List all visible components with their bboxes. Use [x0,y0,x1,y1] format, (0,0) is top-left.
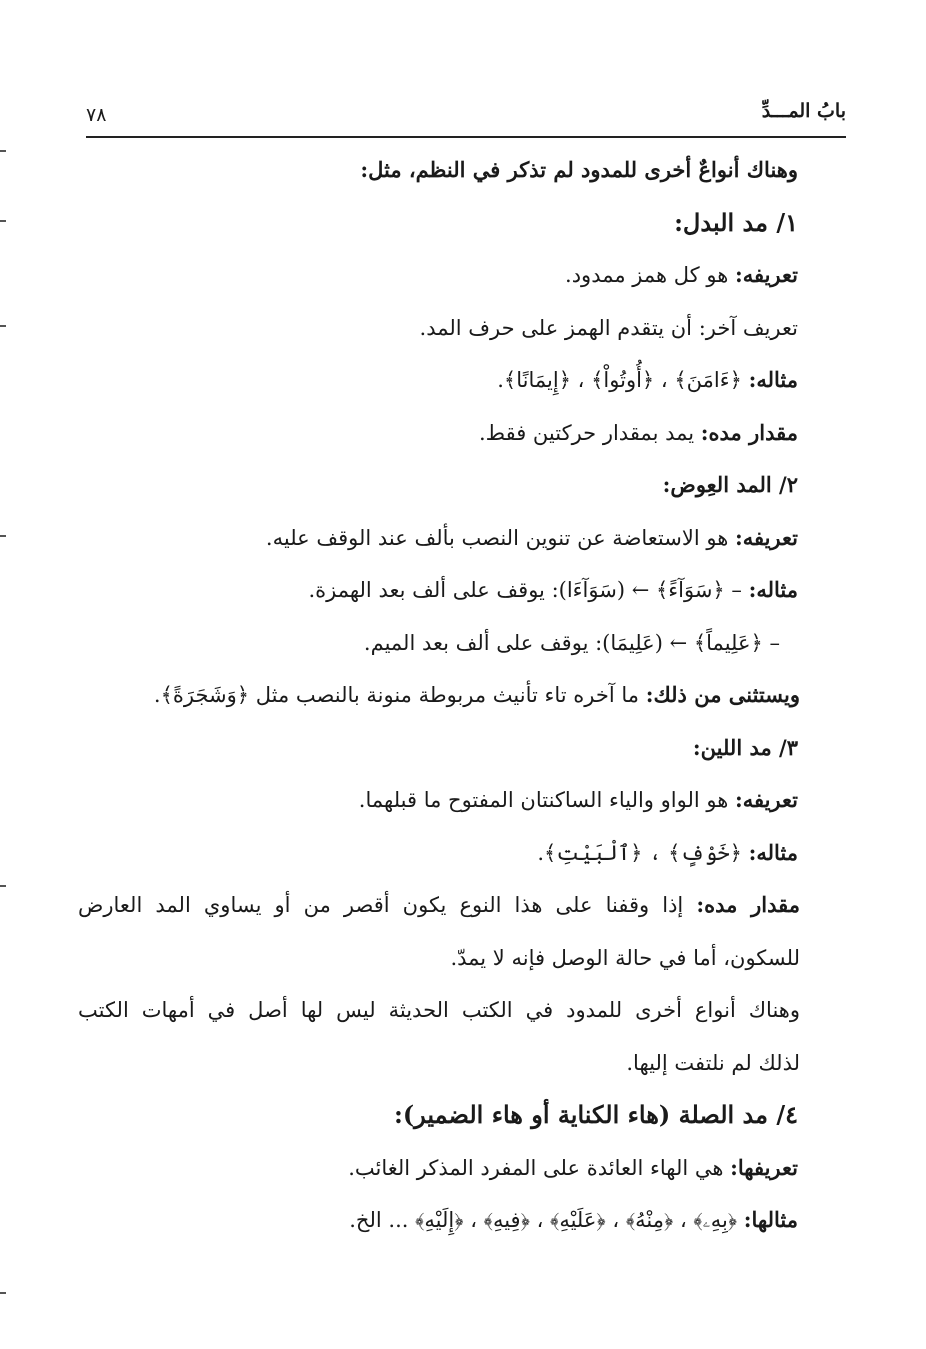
line-text: وهناك أنواعٌ أخرى للمدود لم تذكر في النظم، مثل: [360,157,798,182]
line-text: ٢/ المد العِوض: [662,472,798,497]
term-label: مثاله: [748,839,798,865]
line-text: هو كل همز ممدود. [565,263,735,287]
text-line [78,669,800,722]
term-label: مثاله: [748,577,798,602]
text-line [78,1142,798,1195]
term-label: مثالها: [743,1207,798,1232]
text-line [78,1037,800,1090]
text-line [78,932,800,985]
line-text: هو الاستعاضة عن تنوين النصب بألف عند الوقف عليه. [265,525,735,550]
scan-edge-mark [0,325,6,327]
line-text: ٤/ مد الصلة (هاء الكناية أو هاء الضمير): [393,1100,798,1129]
scan-edge-mark [0,220,6,222]
section-heading [78,144,798,197]
line-text: ٣/ مد اللين: [692,734,798,760]
text-line [78,564,798,617]
line-text: يمد بمقدار حركتين فقط. [478,420,701,445]
section-heading [78,459,798,512]
term-label: تعريفه: [734,524,798,550]
term-label: مقدار مده: [696,892,800,917]
line-text: ما آخره تاء تأنيث مربوطة منونة بالنصب مثل ﴿وَشَجَرَةً﴾. [153,683,646,707]
line-text: – ﴿سَوَآءً﴾ ← (سَوَآءَا): يوقف على ألف بعد الهمزة. [308,578,749,602]
scan-edge-mark [0,150,6,152]
line-text: تعريف آخر: أن يتقدم الهمز على حرف المد. [419,315,798,340]
section-heading [78,1089,798,1142]
text-line [78,879,800,932]
chapter-title: بابُ المـــدِّ [761,100,846,122]
line-text: هو الواو والياء الساكنتان المفتوح ما قبلهما. [358,788,735,812]
text-line [78,512,798,565]
term-label: تعريفه: [734,262,798,287]
scan-edge-mark [0,885,6,887]
text-line [78,984,800,1037]
scan-edge-mark [0,535,6,537]
line-text: – ﴿عَلِيماً﴾ ← (عَلِيمَا): يوقف على ألف بعد الميم. [363,630,780,655]
section-heading [78,722,798,775]
text-line [78,827,798,880]
line-text: ﴿ءَامَنَ﴾ ، ﴿أُوتُواْ﴾ ، ﴿إِيمَانًا﴾. [497,368,749,392]
line-text: للسكون، أما في حالة الوصل فإنه لا يمدّ. [450,945,800,970]
text-line [78,617,798,670]
term-label: مقدار مده: [700,419,798,445]
running-header [86,96,846,138]
page-body-text [78,144,798,1247]
text-line [78,774,798,827]
scan-edge-mark [0,1292,6,1294]
page-number: ٧٨ [86,104,107,126]
line-text: وهناك أنواع أخرى للمدود في الكتب الحديثة ليس لها أصل في أمهات الكتب [78,998,800,1022]
text-line [78,1194,798,1247]
line-text: ١/ مد البدل: [674,207,798,237]
line-text: ﴿خَوْفٍ﴾ ، ﴿ٱلْبَيْتِ﴾. [537,840,749,865]
text-line [78,407,798,460]
text-line [78,249,798,302]
term-label: تعريفها: [730,1154,798,1180]
text-line [78,354,798,407]
line-text: هي الهاء العائدة على المفرد المذكر الغائب. [348,1155,731,1180]
line-text: إذا وقفنا على هذا النوع يكون أقصر من أو يساوي المد العارض [78,893,697,917]
term-label: مثاله: [748,367,798,392]
section-heading [78,197,798,250]
term-label: ويستثنى من ذلك: [645,682,800,707]
text-line [78,302,798,355]
line-text: لذلك لم نلتفت إليها. [626,1050,800,1075]
line-text: ﴿بِهِۦ﴾ ، ﴿مِنْهُ﴾ ، ﴿عَلَيْهِ﴾ ، ﴿فِيهِ﴾ ، ﴿إِلَيْهِ﴾ ... الخ. [349,1208,744,1232]
term-label: تعريفه: [734,787,798,812]
